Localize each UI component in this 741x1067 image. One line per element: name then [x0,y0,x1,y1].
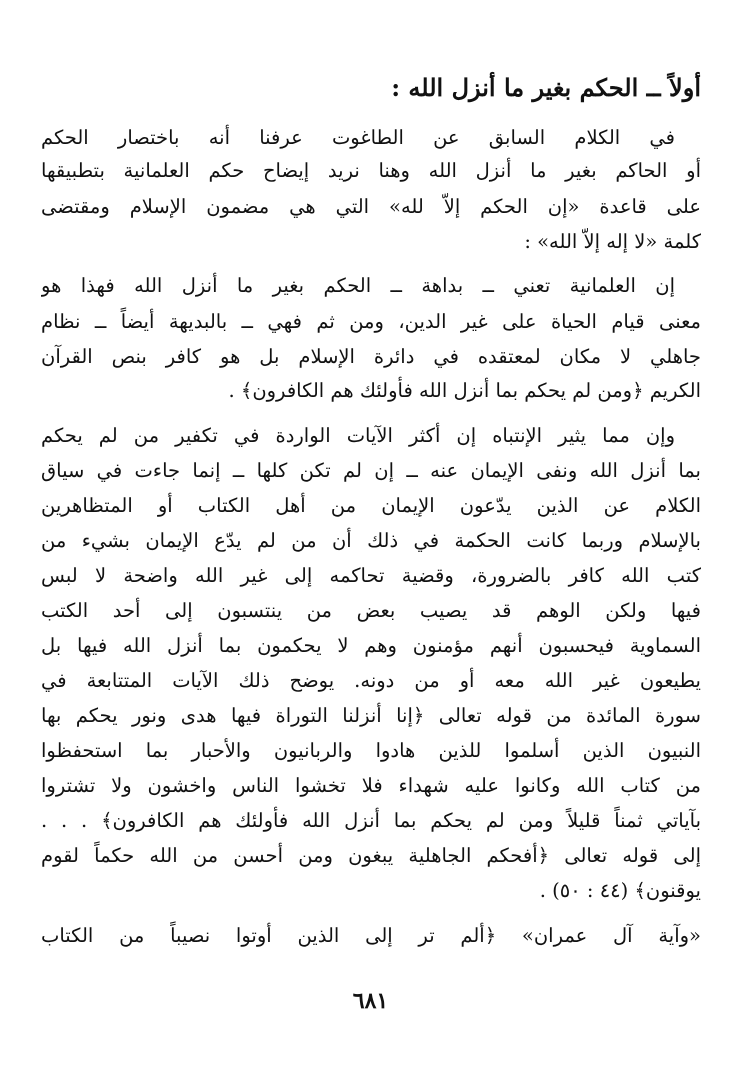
paragraph-3-line-5: كتب الله كافر بالضرورة، وقضية تحاكمه إلى غير الله واضحة لا لبس [41,564,701,587]
paragraph-3-line-1: وإن مما يثير الإنتباه إن أكثر الآيات الواردة في تكفير من لم يحكم [41,424,675,447]
paragraph-3-line-12: بآياتي ثمناً قليلاً ومن لم يحكم بما أنزل الله فأولئك هم الكافرون﴾ . . . [41,809,701,832]
paragraph-3-line-10: النبيون الذين أسلموا للذين هادوا والربانيون والأحبار بما استحفظوا [41,739,701,762]
paragraph-2-line-2: معنى قيام الحياة على غير الدين، ومن ثم فهي ــ بالبديهة أيضاً ــ نظام [41,310,701,333]
paragraph-3-line-9: سورة المائدة من قوله تعالى ﴿إنا أنزلنا التوراة فيها هدى ونور يحكم بها [41,704,701,727]
paragraph-3-line-3: الكلام عن الذين يدّعون الإيمان من أهل الكتاب أو المتظاهرين [41,494,701,517]
paragraph-1-line-4: كلمة «لا إله إلاّ الله» : [524,230,701,253]
paragraph-3-line-13: إلى قوله تعالى ﴿أفحكم الجاهلية يبغون ومن أحسن من الله حكماً لقوم [41,844,701,867]
paragraph-3-line-4: بالإسلام وربما كانت الحكمة في ذلك أن من لم يدّع الإيمان بشيء من [41,529,701,552]
paragraph-1-line-1: في الكلام السابق عن الطاغوت عرفنا أنه باختصار الحكم [41,126,675,149]
paragraph-2-line-4: الكريم ﴿ومن لم يحكم بما أنزل الله فأولئك هم الكافرون﴾ . [228,379,701,402]
paragraph-3-line-8: يطيعون غير الله معه أو من دونه. يوضح ذلك الآيات المتتابعة في [41,669,701,692]
paragraph-3-line-14: يوقنون﴾ (٤٤ : ٥٠) . [539,879,701,902]
paragraph-3-line-6: فيها ولكن الوهم قد يصيب بعض من ينتسبون إلى أحد الكتب [41,599,701,622]
page-number: ٦٨١ [352,988,389,1014]
paragraph-1-line-2: أو الحاكم بغير ما أنزل الله وهنا نريد إيضاح حكم العلمانية بتطبيقها [41,159,701,182]
paragraph-3-line-2: بما أنزل الله ونفى الإيمان عنه ــ إن لم تكن كلها ــ إنما جاءت في سياق [41,459,701,482]
paragraph-1-line-3: على قاعدة «إن الحكم إلاّ لله» التي هي مضمون الإسلام ومقتضى [41,195,701,218]
paragraph-3-line-7: السماوية فيحسبون أنهم مؤمنون وهم لا يحكمون بما أنزل الله فيها بل [41,634,701,657]
section-heading: أولاً ــ الحكم بغير ما أنزل الله : [391,73,701,102]
paragraph-2-line-1: إن العلمانية تعني ــ بداهة ــ الحكم بغير ما أنزل الله فهذا هو [41,274,675,297]
paragraph-3-line-11: من كتاب الله وكانوا عليه شهداء فلا تخشوا الناس واخشون ولا تشتروا [41,774,701,797]
paragraph-4-line-1: «وآية آل عمران» ﴿ألم تر إلى الذين أوتوا نصيباً من الكتاب [41,924,701,947]
paragraph-2-line-3: جاهلي لا مكان لمعتقده في دائرة الإسلام بل هو كافر بنص القرآن [41,345,701,368]
